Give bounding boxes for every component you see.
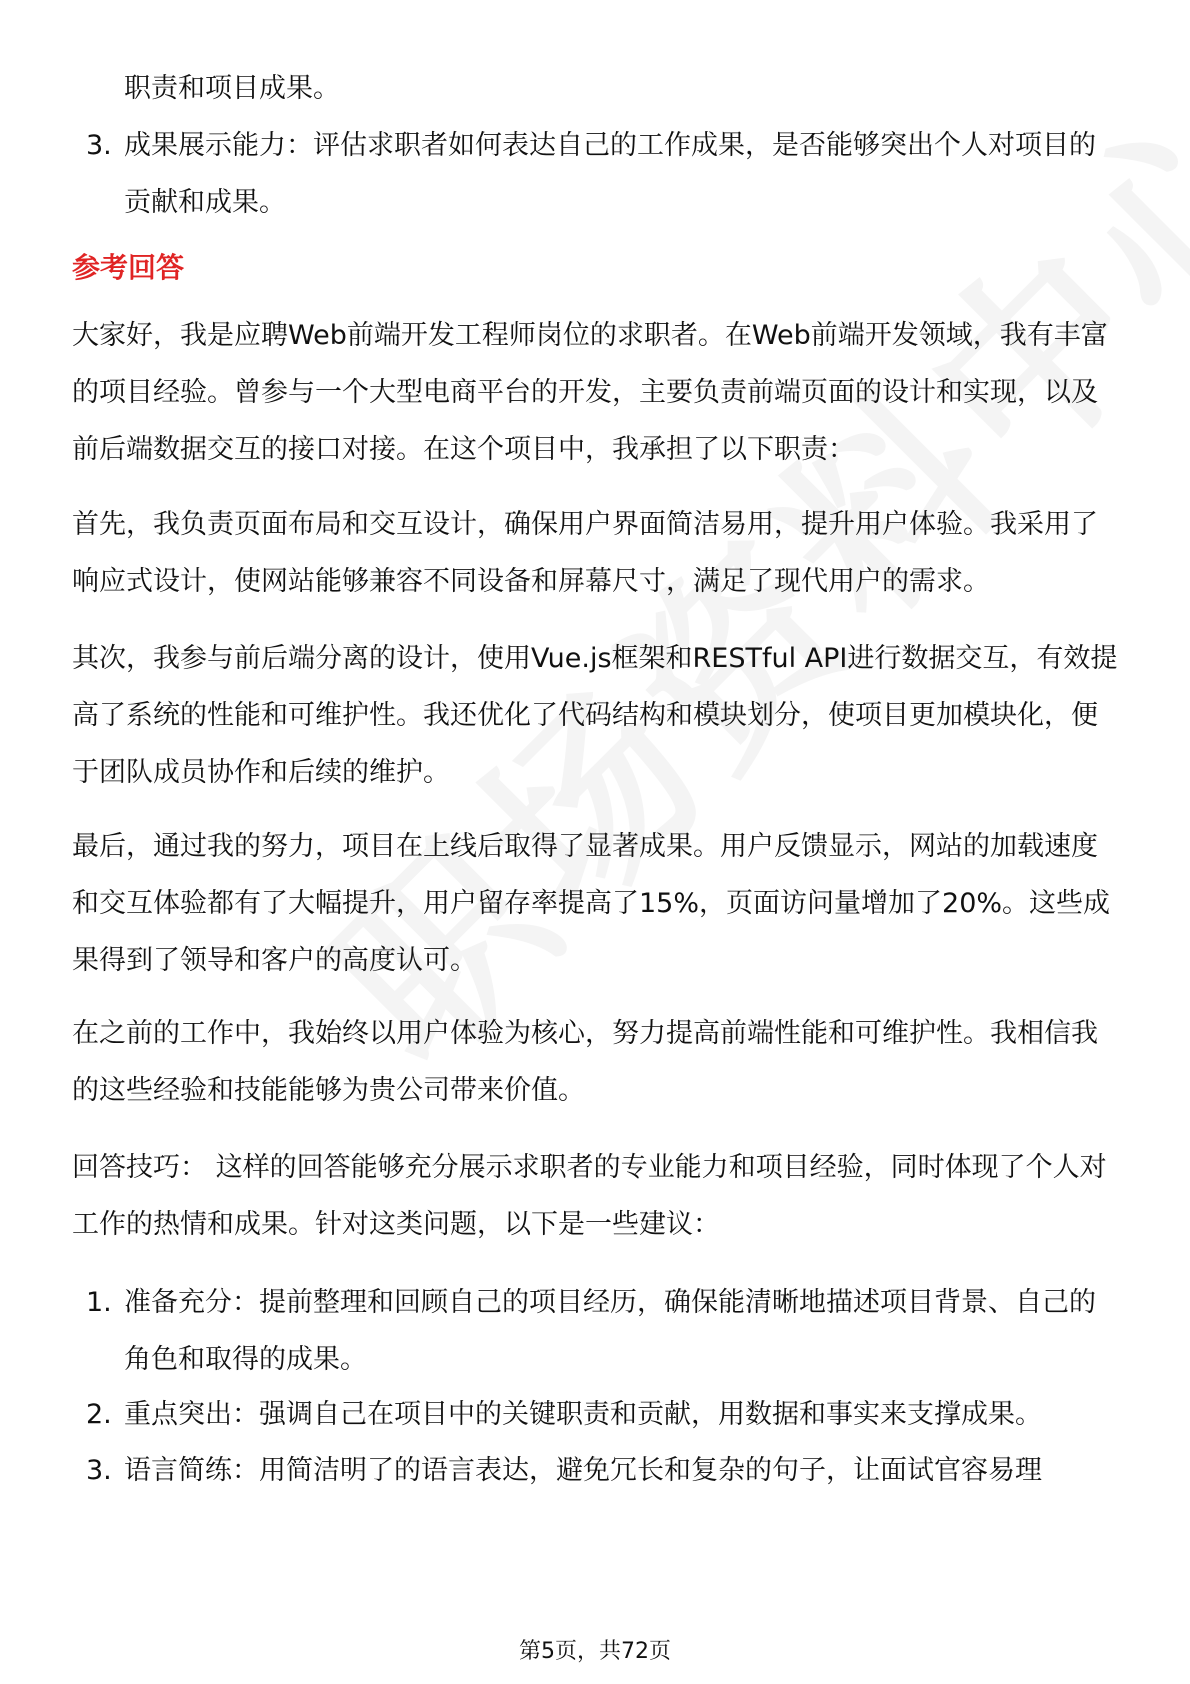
list-item-number: 2. [86,1399,112,1430]
list-item [72,117,1122,231]
paragraph: 大家好，我是应聘Web前端开发工程师岗位的求职者。在Web前端开发领域，我有丰富的项目经验。曾参与一个大型电商平台的开发，主要负责前端页面的设计和实现，以及前后端数据交互的接口对接。在这个项目中，我承担了以下职责： [72,320,1108,465]
list-item-text: 成果展示能力：评估求职者如何表达自己的工作成果，是否能够突出个人对项目的贡献和成果。 [124,130,1096,218]
page-number: 第5页，共72页 [519,1639,671,1664]
list-item [72,1386,1122,1443]
paragraph: 首先，我负责页面布局和交互设计，确保用户界面简洁易用，提升用户体验。我采用了响应式设计，使网站能够兼容不同设备和屏幕尺寸，满足了现代用户的需求。 [72,509,1098,597]
paragraph: 最后，通过我的努力，项目在上线后取得了显著成果。用户反馈显示，网站的加载速度和交互体验都有了大幅提升，用户留存率提高了15%，页面访问量增加了20%。这些成果得到了领导和客户的高度认可。 [72,831,1111,976]
paragraph: 回答技巧： 这样的回答能够充分展示求职者的专业能力和项目经验，同时体现了个人对工作的热情和成果。针对这类问题，以下是一些建议： [72,1152,1107,1240]
paragraph: 其次，我参与前后端分离的设计，使用Vue.js框架和RESTful API进行数据交互，有效提高了系统的性能和可维护性。我还优化了代码结构和模块划分，使项目更加模块化，便于团队成员协作和后续的维护。 [72,643,1118,788]
list-item [72,1442,1122,1499]
list-item-text: 重点突出：强调自己在项目中的关键职责和贡献，用数据和事实来支撑成果。 [124,1399,1042,1430]
list-item-number: 3. [86,130,112,161]
section-title: 参考回答 [72,251,185,284]
list-item-text: 职责和项目成果。 [124,73,340,104]
list-item-number: 1. [86,1287,112,1318]
list-item-text: 准备充分：提前整理和回顾自己的项目经历，确保能清晰地描述项目背景、自己的角色和取得的成果。 [124,1287,1096,1375]
list-item-continuation [72,60,1122,117]
list-item-text: 语言简练：用简洁明了的语言表达，避免冗长和复杂的句子，让面试官容易理 [124,1455,1042,1486]
list-item [72,1274,1122,1388]
list-item-number: 3. [86,1455,112,1486]
paragraph: 在之前的工作中，我始终以用户体验为核心，努力提高前端性能和可维护性。我相信我的这些经验和技能能够为贵公司带来价值。 [72,1018,1098,1106]
